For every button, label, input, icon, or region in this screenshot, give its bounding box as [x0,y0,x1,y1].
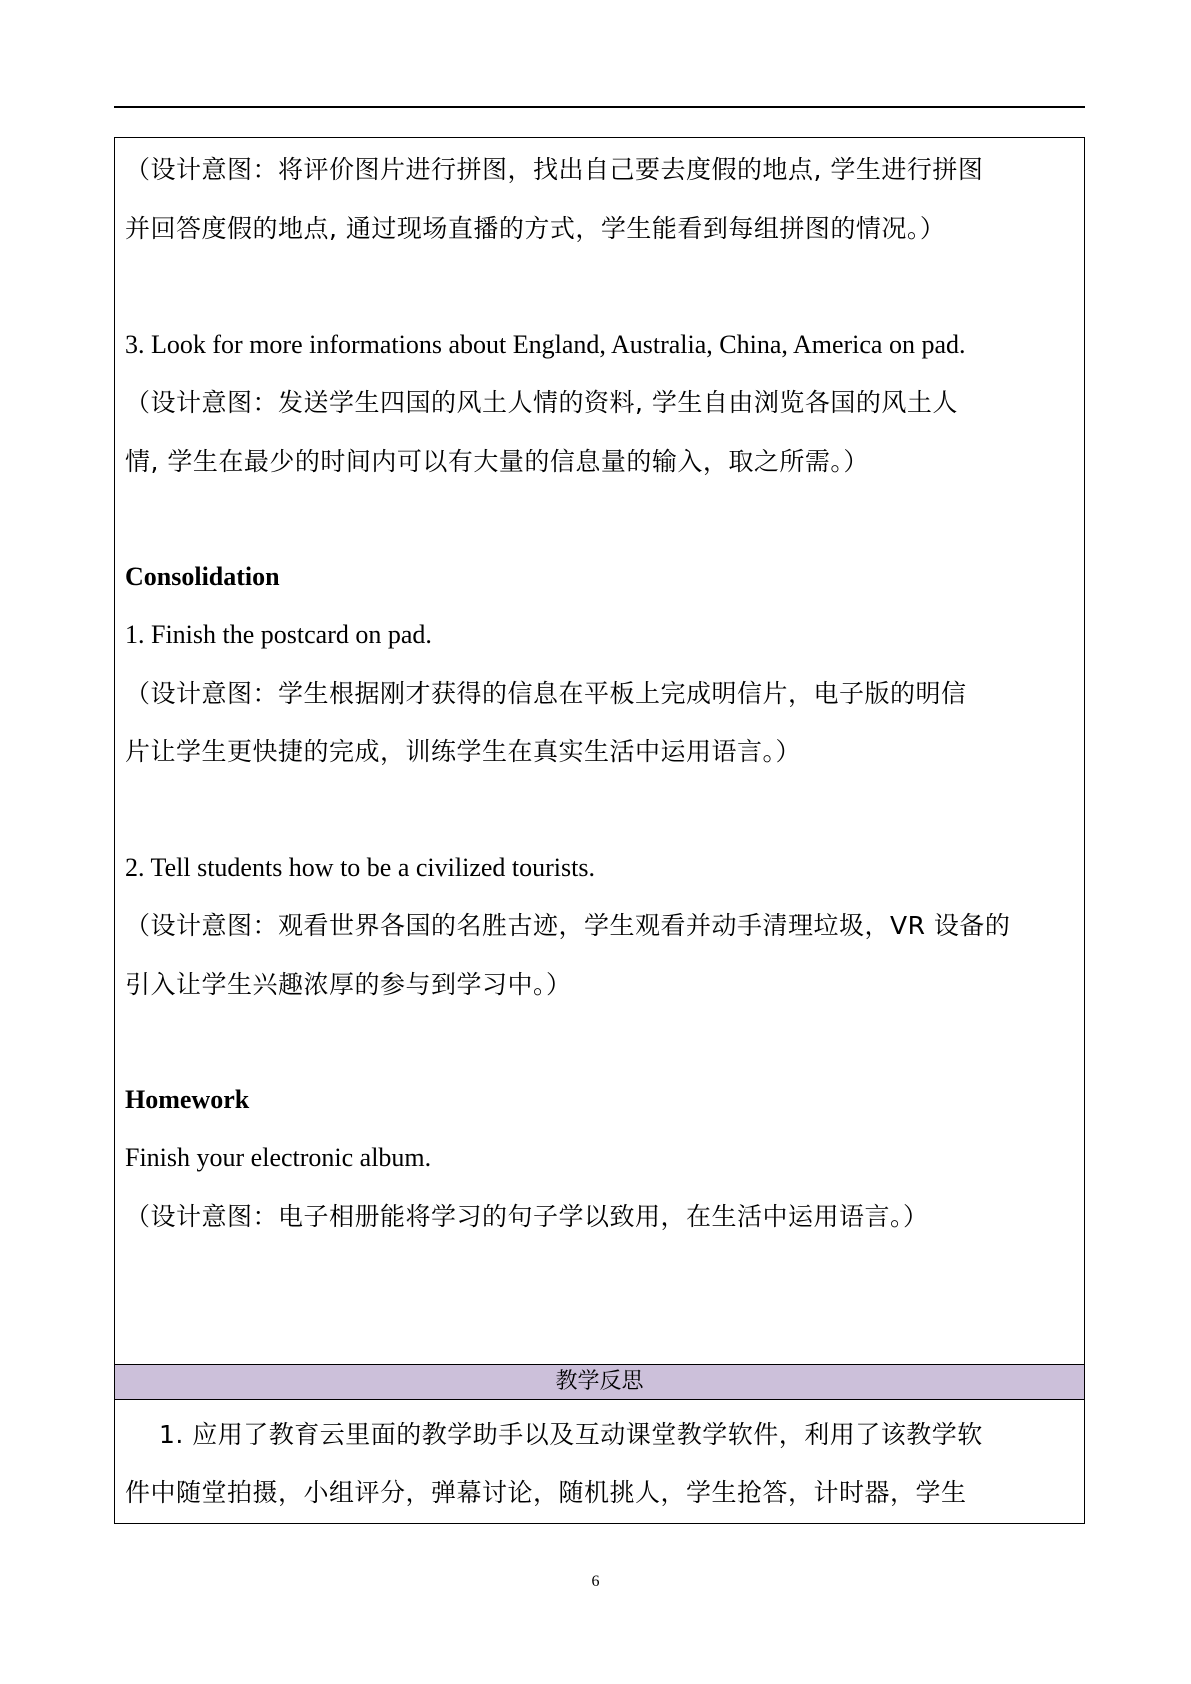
consolidation-step-2: 2. Tell students how to be a civilized tourists. [125,853,595,882]
design-intent-vr-line-2: 引入让学生兴趣浓厚的参与到学习中。） [125,970,572,999]
homework-heading: Homework [125,1085,250,1114]
design-intent-info-line-2: 情, 学生在最少的时间内可以有大量的信息量的输入，取之所需。） [125,447,869,476]
consolidation-step-1: 1. Finish the postcard on pad. [125,620,432,649]
design-intent-jigsaw-line-2: 并回答度假的地点, 通过现场直播的方式，学生能看到每组拼图的情况。） [125,214,946,243]
lesson-table [114,137,1085,1524]
lesson-content-cell [115,138,1084,1364]
consolidation-heading: Consolidation [125,562,280,591]
reflection-section-header: 教学反思 [115,1364,1084,1400]
design-intent-jigsaw-line-1: （设计意图：将评价图片进行拼图，找出自己要去度假的地点, 学生进行拼图 [125,155,984,184]
step-3-text: 3. Look for more informations about England, Australia, China, America on pad. [125,330,966,359]
design-intent-album-line-1: （设计意图：电子相册能将学习的句子学以致用，在生活中运用语言。） [125,1202,929,1231]
design-intent-postcard-line-1: （设计意图：学生根据刚才获得的信息在平板上完成明信片，电子版的明信 [125,679,967,708]
design-intent-info-line-1: （设计意图：发送学生四国的风土人情的资料, 学生自由浏览各国的风土人 [125,388,958,417]
page-number: 6 [591,1573,600,1590]
homework-task: Finish your electronic album. [125,1143,432,1172]
reflection-line-1: 1. 应用了教育云里面的教学助手以及互动课堂教学软件，利用了该教学软 [159,1420,983,1449]
reflection-line-2: 件中随堂拍摄，小组评分，弹幕讨论，随机挑人，学生抢答，计时器，学生 [125,1478,967,1507]
reflection-cell [115,1400,1084,1523]
header-rule [114,106,1085,108]
design-intent-postcard-line-2: 片让学生更快捷的完成，训练学生在真实生活中运用语言。） [125,737,802,766]
design-intent-vr-line-1: （设计意图：观看世界各国的名胜古迹，学生观看并动手清理垃圾，VR 设备的 [125,911,1011,940]
